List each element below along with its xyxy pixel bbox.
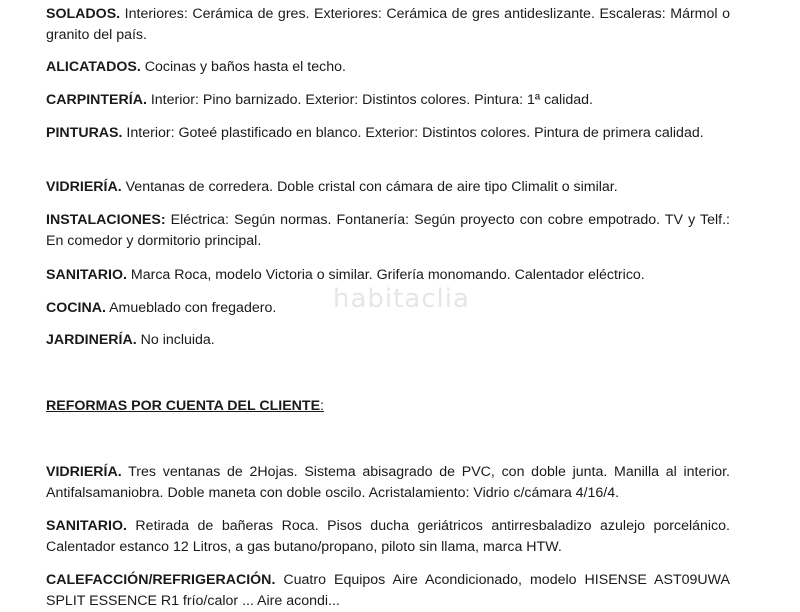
section-title: CARPINTERÍA: [46, 92, 143, 108]
section-text: Tres ventanas de 2Hojas. Sistema abisagrado de PVC, con doble junta. Manilla al interior. Antifalsamaniobra. Doble maneta con doble oscilo. Acristalamiento: Vidrio c/cámara 4/16/4.: [46, 464, 730, 501]
reform-calefaccion: CALEFACCIÓN/REFRIGERACIÓN. Cuatro Equipos Aire Acondicionado, modelo HISENSE AST09UWA SPLIT ESSENCE R1 frío/calor ... Aire acondi...: [46, 572, 730, 609]
section-pinturas: PINTURAS. Interior: Goteé plastificado en blanco. Exterior: Distintos colores. Pintura de primera calidad.: [46, 125, 704, 141]
section-title: CALEFACCIÓN/REFRIGERACIÓN: [46, 572, 272, 588]
section-title: COCINA: [46, 300, 102, 316]
section-text: Cocinas y baños hasta el techo.: [140, 59, 346, 75]
watermark: habitaclia: [333, 284, 470, 314]
section-carpinteria: CARPINTERÍA. Interior: Pino barnizado. Exterior: Distintos colores. Pintura: 1ª calidad.: [46, 92, 593, 108]
section-title: SANITARIO: [46, 518, 123, 534]
section-title: VIDRIERÍA: [46, 464, 118, 480]
section-jardineria: JARDINERÍA. No incluida.: [46, 332, 215, 348]
section-sanitario: SANITARIO. Marca Roca, modelo Victoria o similar. Grifería monomando. Calentador eléctrico.: [46, 267, 645, 283]
section-text: Marca Roca, modelo Victoria o similar. Grifería monomando. Calentador eléctrico.: [126, 267, 645, 283]
reform-vidrieria: VIDRIERÍA. Tres ventanas de 2Hojas. Sistema abisagrado de PVC, con doble junta. Manilla al interior. Antifalsamaniobra. Doble maneta con doble oscilo. Acristalamiento: Vidrio c/cámara 4/16/4.: [46, 464, 730, 501]
section-text: Cuatro Equipos Aire Acondicionado, modelo HISENSE AST09UWA SPLIT ESSENCE R1 frío/calor ... Aire acondi...: [46, 572, 730, 609]
section-text: Eléctrica: Según normas. Fontanería: Según proyecto con cobre empotrado. TV y Telf.: En comedor y dormitorio principal.: [46, 212, 730, 249]
section-title: ALICATADOS: [46, 59, 137, 75]
section-text: Amueblado con fregadero.: [105, 300, 277, 316]
reform-sanitario: SANITARIO. Retirada de bañeras Roca. Pisos ducha geriátricos antirresbaladizo azulejo porcelánico. Calentador estanco 12 Litros, a gas butano/propano, piloto sin llama, marca HTW.: [46, 518, 730, 555]
section-solados: SOLADOS. Interiores: Cerámica de gres. Exteriores: Cerámica de gres antideslizante. Escaleras: Mármol o granito del país.: [46, 6, 730, 43]
section-title: VIDRIERÍA: [46, 179, 118, 195]
section-vidrieria: VIDRIERÍA. Ventanas de corredera. Doble cristal con cámara de aire tipo Climalit o similar.: [46, 179, 618, 195]
section-title: SANITARIO: [46, 267, 123, 283]
section-instalaciones: INSTALACIONES: Eléctrica: Según normas. Fontanería: Según proyecto con cobre empotrado. TV y Telf.: En comedor y dormitorio principal.: [46, 212, 730, 249]
section-text: Interior: Goteé plastificado en blanco. Exterior: Distintos colores. Pintura de primera calidad.: [122, 125, 704, 141]
section-text: Ventanas de corredera. Doble cristal con cámara de aire tipo Climalit o similar.: [121, 179, 618, 195]
section-title: JARDINERÍA: [46, 332, 133, 348]
section-cocina: COCINA. Amueblado con fregadero.: [46, 300, 277, 316]
section-title: PINTURAS: [46, 125, 119, 141]
section-title: SOLADOS: [46, 6, 117, 22]
section-text: Interiores: Cerámica de gres. Exteriores: Cerámica de gres antideslizante. Escaleras: Mármol o granito del país.: [46, 6, 730, 43]
section-text: Retirada de bañeras Roca. Pisos ducha geriátricos antirresbaladizo azulejo porcelánico. Calentador estanco 12 Litros, a gas butano/propano, piloto sin llama, marca HTW.: [46, 518, 730, 555]
reforms-heading: REFORMAS POR CUENTA DEL CLIENTE:: [46, 398, 324, 414]
section-alicatados: ALICATADOS. Cocinas y baños hasta el techo.: [46, 59, 346, 75]
section-text: No incluida.: [136, 332, 215, 348]
section-text: Interior: Pino barnizado. Exterior: Distintos colores. Pintura: 1ª calidad.: [146, 92, 593, 108]
section-title: INSTALACIONES: [46, 212, 161, 228]
